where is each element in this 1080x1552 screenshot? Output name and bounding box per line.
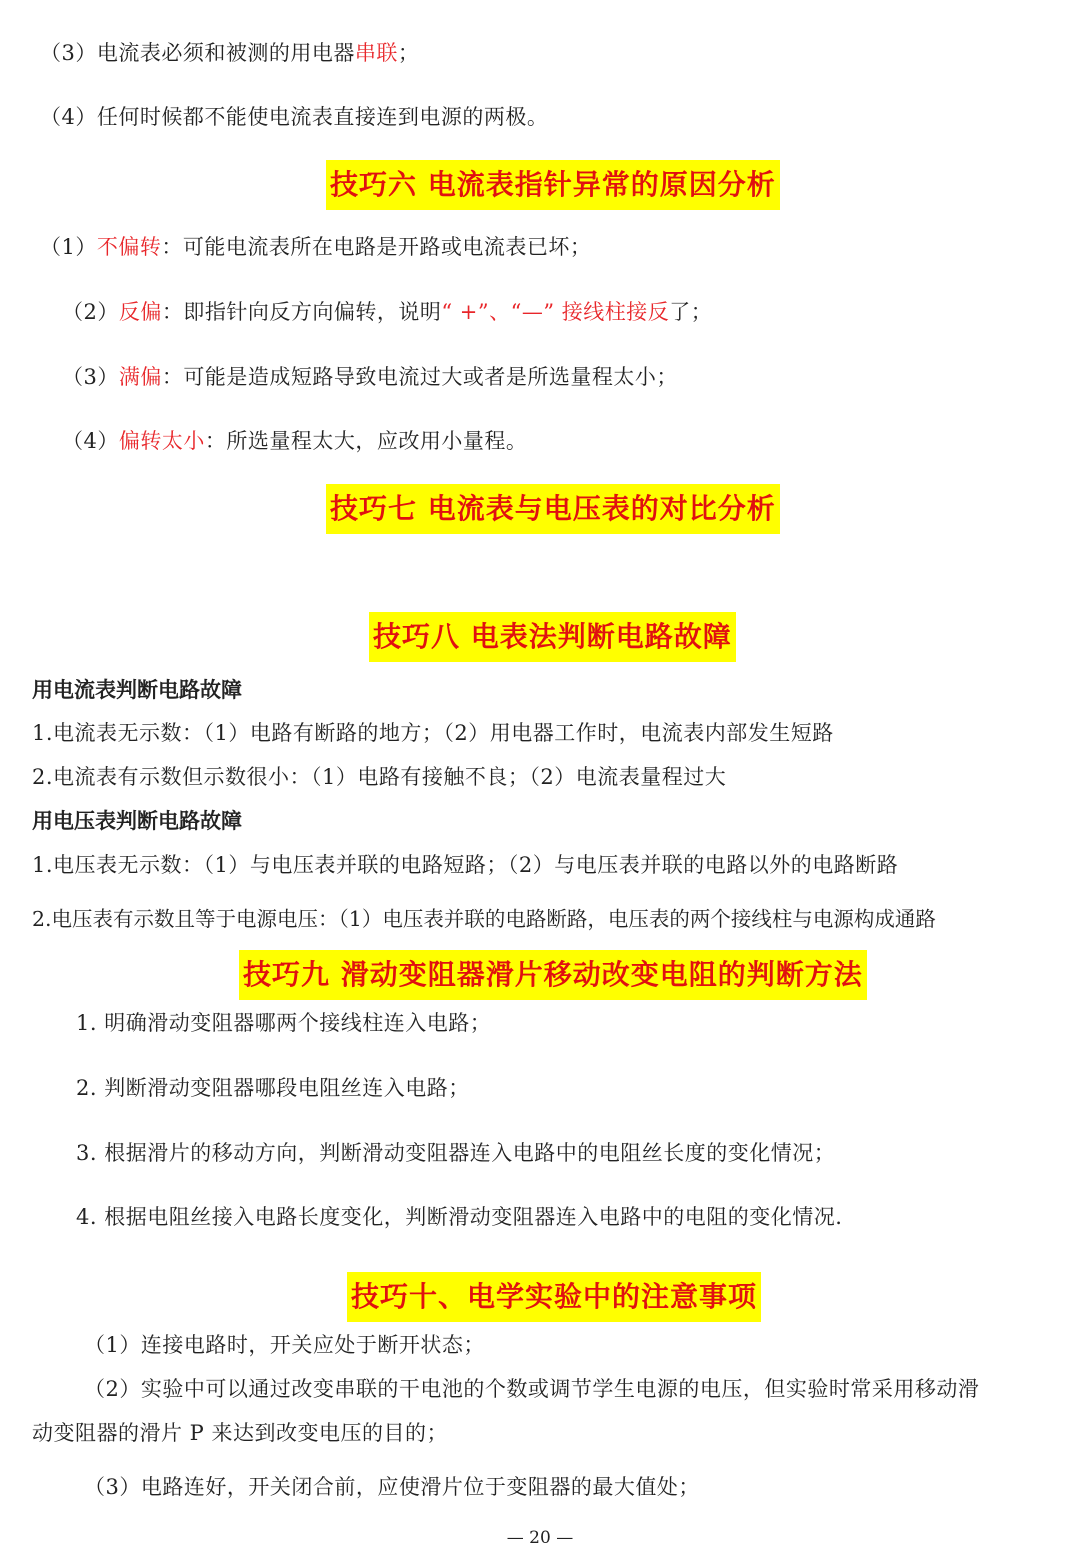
- tip10-item-1: （1）连接电路时，开关应处于断开状态；: [84, 1333, 485, 1357]
- page-number: — 20 —: [506, 1528, 574, 1548]
- tip9-item-3: 3. 根据滑片的移动方向，判断滑动变阻器连入电路中的电阻丝长度的变化情况；: [76, 1141, 836, 1165]
- heading-tip-10: 技巧十、电学实验中的注意事项: [347, 1272, 761, 1322]
- tip9-item-1: 1. 明确滑动变阻器哪两个接线柱连入电路；: [76, 1011, 492, 1035]
- tip10-item-2-line-1: （2）实验中可以通过改变串联的干电池的个数或调节学生电源的电压，但实验时常采用移动滑: [84, 1377, 980, 1401]
- item-3-series: （3）电流表必须和被测的用电器串联；: [40, 41, 420, 65]
- item-4-poles: （4）任何时候都不能使电流表直接连到电源的两极。: [40, 105, 549, 129]
- tip6-item-3: （3）满偏：可能是造成短路导致电流过大或者是所选量程太小；: [62, 365, 678, 389]
- tip6-item-2: （2）反偏：即指针向反方向偏转，说明“ +”、“—” 接线柱接反了；: [62, 300, 713, 324]
- voltmeter-subheading: 用电压表判断电路故障: [32, 809, 242, 833]
- voltmeter-line-2: 2.电压表有示数且等于电源电压：（1）电压表并联的电路断路，电压表的两个接线柱与电源构成通路: [32, 907, 936, 931]
- heading-tip-6: 技巧六 电流表指针异常的原因分析: [326, 160, 780, 210]
- tip10-item-3: （3）电路连好，开关闭合前，应使滑片位于变阻器的最大值处；: [84, 1475, 700, 1499]
- tip10-item-2-line-2: 动变阻器的滑片 P 来达到改变电压的目的；: [32, 1421, 448, 1445]
- ammeter-subheading: 用电流表判断电路故障: [32, 678, 242, 702]
- heading-tip-9: 技巧九 滑动变阻器滑片移动改变电阻的判断方法: [239, 950, 867, 1000]
- heading-tip-7: 技巧七 电流表与电压表的对比分析: [326, 484, 780, 534]
- tip6-item-1: （1）不偏转：可能电流表所在电路是开路或电流表已坏；: [40, 235, 592, 259]
- ammeter-line-2: 2.电流表有示数但示数很小：（1）电路有接触不良；（2）电流表量程过大: [32, 765, 727, 789]
- ammeter-line-1: 1.电流表无示数：（1）电路有断路的地方；（2）用电器工作时，电流表内部发生短路: [32, 721, 834, 745]
- tip9-item-4: 4. 根据电阻丝接入电路长度变化，判断滑动变阻器连入电路中的电阻的变化情况.: [76, 1205, 843, 1229]
- heading-tip-8: 技巧八 电表法判断电路故障: [369, 612, 736, 662]
- tip6-item-4: （4）偏转太小：所选量程太大，应改用小量程。: [62, 429, 528, 453]
- voltmeter-line-1: 1.电压表无示数：（1）与电压表并联的电路短路；（2）与电压表并联的电路以外的电路断路: [32, 853, 899, 877]
- tip9-item-2: 2. 判断滑动变阻器哪段电阻丝连入电路；: [76, 1076, 470, 1100]
